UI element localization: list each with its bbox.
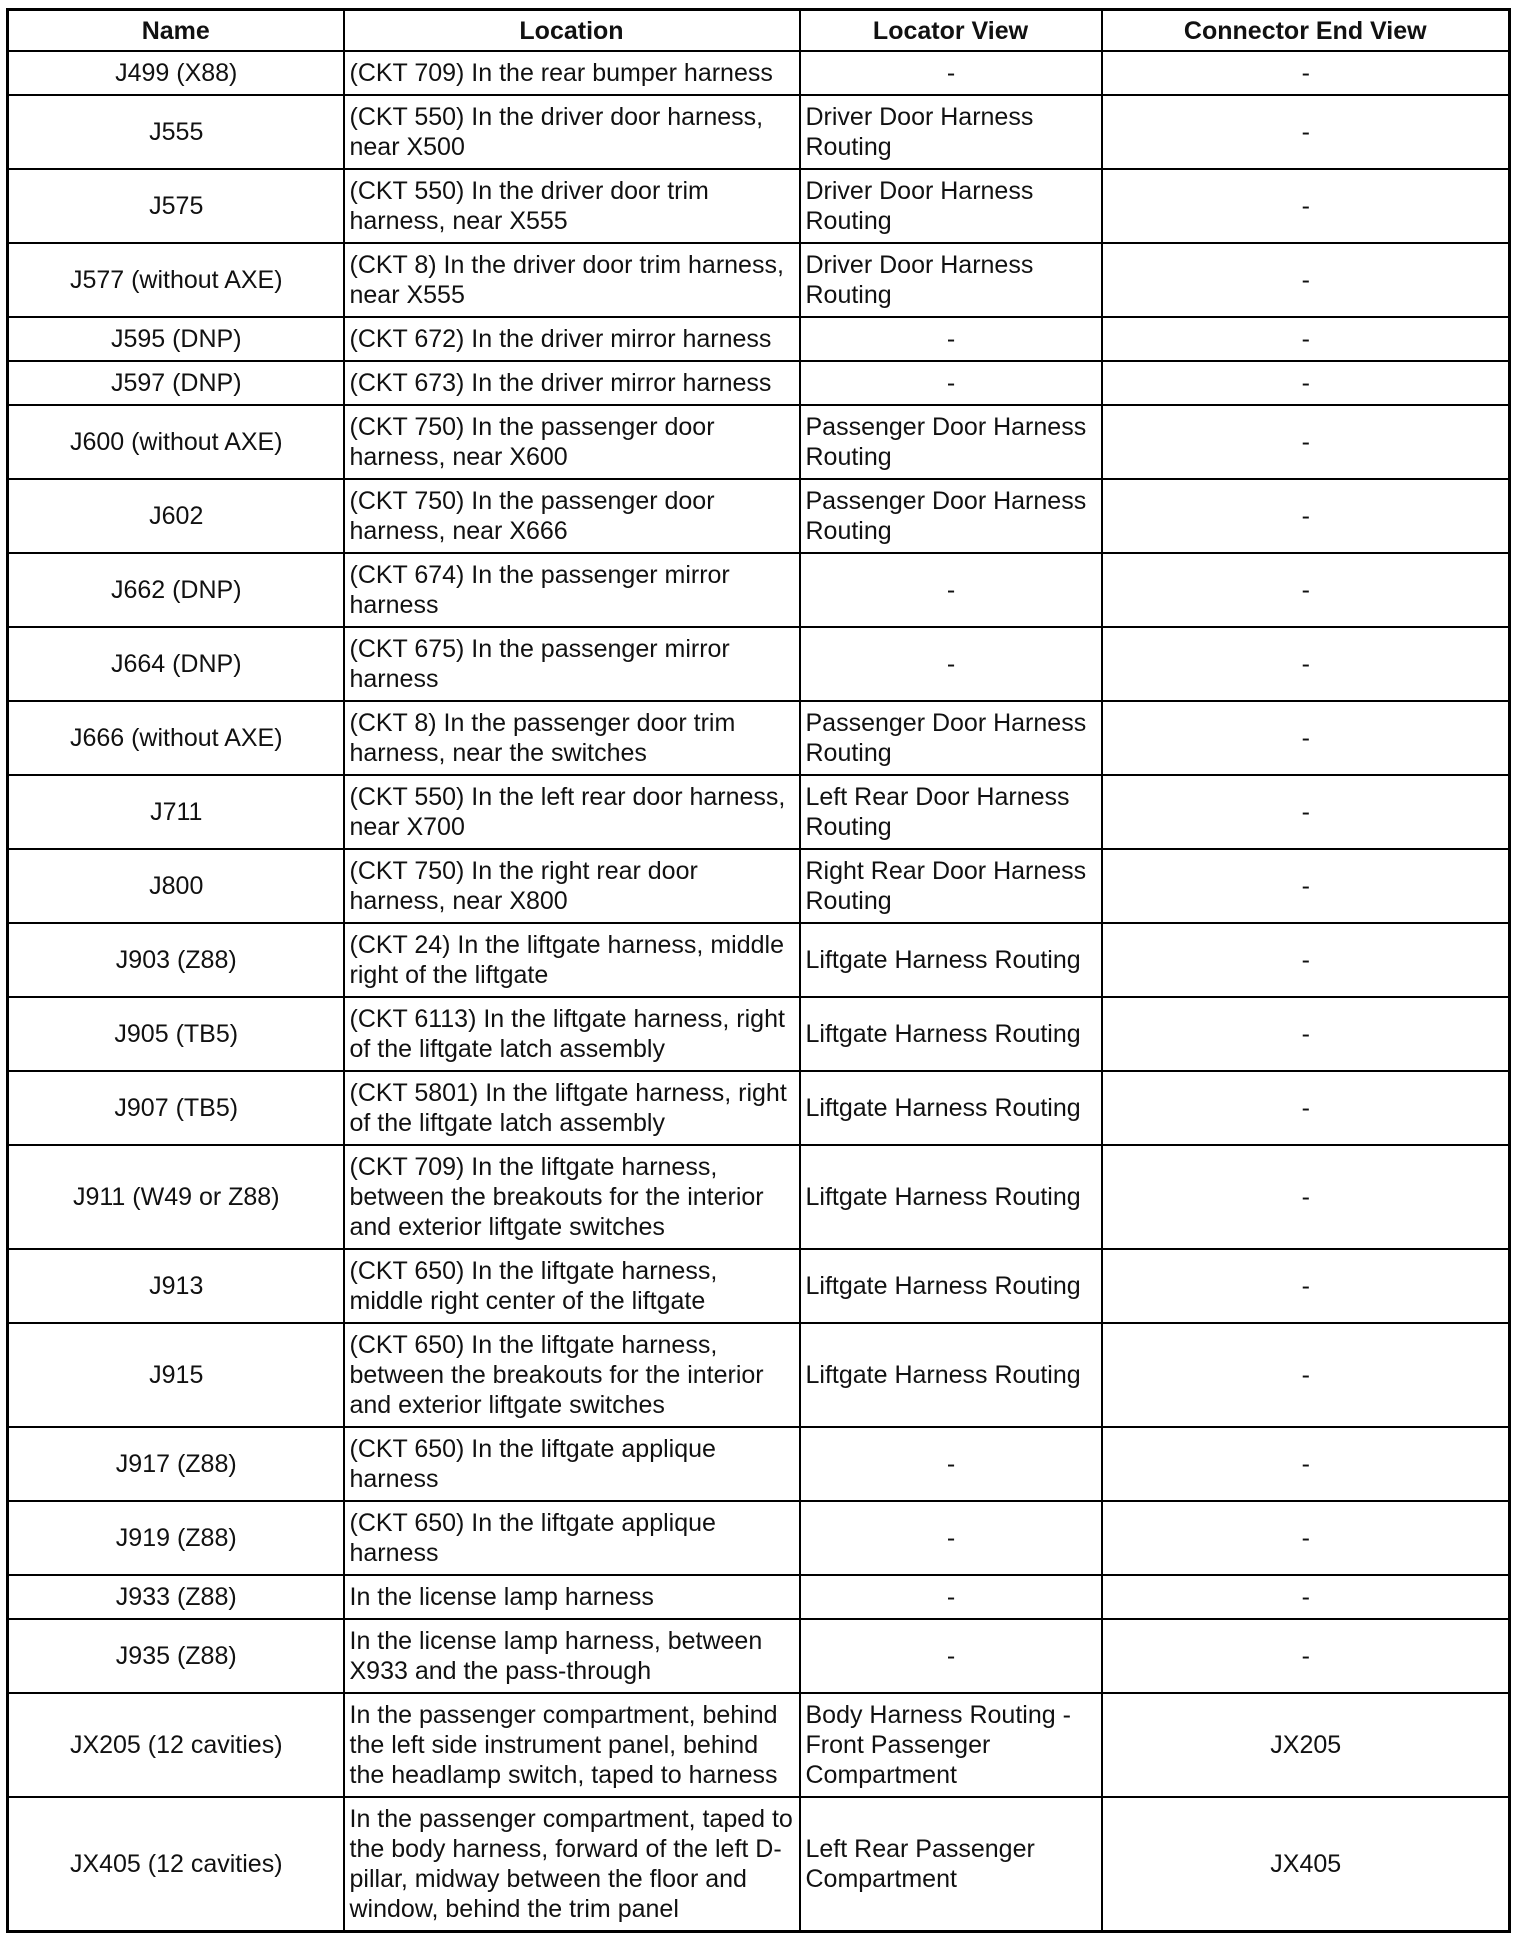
- cell-location: (CKT 8) In the driver door trim harness, near X555: [344, 243, 800, 317]
- cell-locator-view: Passenger Door Harness Routing: [800, 405, 1102, 479]
- cell-connector-end-view: -: [1102, 701, 1510, 775]
- cell-connector-end-view: -: [1102, 95, 1510, 169]
- cell-name: J595 (DNP): [8, 317, 344, 361]
- cell-connector-end-view: -: [1102, 243, 1510, 317]
- cell-name: J577 (without AXE): [8, 243, 344, 317]
- cell-location: (CKT 5801) In the liftgate harness, right of the liftgate latch assembly: [344, 1071, 800, 1145]
- cell-connector-end-view: -: [1102, 1575, 1510, 1619]
- cell-connector-end-view: -: [1102, 553, 1510, 627]
- table-row: [8, 1501, 1510, 1575]
- table-container: [6, 8, 1511, 1933]
- cell-locator-view: -: [800, 51, 1102, 95]
- cell-name: J711: [8, 775, 344, 849]
- cell-locator-view: -: [800, 1575, 1102, 1619]
- cell-locator-view: Liftgate Harness Routing: [800, 1071, 1102, 1145]
- cell-name: J664 (DNP): [8, 627, 344, 701]
- cell-location: (CKT 8) In the passenger door trim harness, near the switches: [344, 701, 800, 775]
- table-row: [8, 627, 1510, 701]
- table-row: [8, 701, 1510, 775]
- cell-connector-end-view: JX205: [1102, 1693, 1510, 1797]
- cell-location: (CKT 650) In the liftgate harness, between the breakouts for the interior and exterior liftgate switches: [344, 1323, 800, 1427]
- cell-location: (CKT 650) In the liftgate applique harness: [344, 1501, 800, 1575]
- cell-location: In the license lamp harness: [344, 1575, 800, 1619]
- cell-locator-view: Left Rear Door Harness Routing: [800, 775, 1102, 849]
- table-row: [8, 1323, 1510, 1427]
- header-name: Name: [8, 10, 344, 52]
- cell-name: JX205 (12 cavities): [8, 1693, 344, 1797]
- table-row: [8, 1693, 1510, 1797]
- cell-location: (CKT 750) In the right rear door harness, near X800: [344, 849, 800, 923]
- cell-locator-view: Body Harness Routing - Front Passenger Compartment: [800, 1693, 1102, 1797]
- cell-connector-end-view: -: [1102, 169, 1510, 243]
- header-connector-end-view: Connector End View: [1102, 10, 1510, 52]
- cell-connector-end-view: -: [1102, 849, 1510, 923]
- cell-location: (CKT 550) In the left rear door harness, near X700: [344, 775, 800, 849]
- cell-name: J555: [8, 95, 344, 169]
- cell-name: J600 (without AXE): [8, 405, 344, 479]
- cell-location: (CKT 674) In the passenger mirror harness: [344, 553, 800, 627]
- cell-name: J913: [8, 1249, 344, 1323]
- cell-location: In the license lamp harness, between X933 and the pass-through: [344, 1619, 800, 1693]
- table-row: [8, 95, 1510, 169]
- cell-locator-view: Liftgate Harness Routing: [800, 923, 1102, 997]
- cell-connector-end-view: -: [1102, 51, 1510, 95]
- cell-connector-end-view: -: [1102, 1619, 1510, 1693]
- cell-location: (CKT 550) In the driver door trim harness, near X555: [344, 169, 800, 243]
- table-row: [8, 361, 1510, 405]
- cell-connector-end-view: -: [1102, 775, 1510, 849]
- cell-location: (CKT 750) In the passenger door harness, near X600: [344, 405, 800, 479]
- cell-name: J933 (Z88): [8, 1575, 344, 1619]
- cell-connector-end-view: -: [1102, 361, 1510, 405]
- cell-connector-end-view: -: [1102, 1501, 1510, 1575]
- cell-name: J917 (Z88): [8, 1427, 344, 1501]
- cell-connector-end-view: JX405: [1102, 1797, 1510, 1932]
- cell-locator-view: Liftgate Harness Routing: [800, 1323, 1102, 1427]
- cell-locator-view: -: [800, 317, 1102, 361]
- cell-connector-end-view: -: [1102, 627, 1510, 701]
- cell-location: (CKT 6113) In the liftgate harness, right of the liftgate latch assembly: [344, 997, 800, 1071]
- cell-name: J662 (DNP): [8, 553, 344, 627]
- cell-locator-view: Passenger Door Harness Routing: [800, 701, 1102, 775]
- table-row: [8, 553, 1510, 627]
- cell-location: (CKT 673) In the driver mirror harness: [344, 361, 800, 405]
- cell-location: (CKT 650) In the liftgate applique harness: [344, 1427, 800, 1501]
- cell-location: (CKT 650) In the liftgate harness, middle right center of the liftgate: [344, 1249, 800, 1323]
- cell-locator-view: -: [800, 1427, 1102, 1501]
- table-row: [8, 243, 1510, 317]
- cell-connector-end-view: -: [1102, 1071, 1510, 1145]
- cell-location: In the passenger compartment, behind the left side instrument panel, behind the headlamp switch, taped to harness: [344, 1693, 800, 1797]
- table-row: [8, 317, 1510, 361]
- table-row: [8, 1071, 1510, 1145]
- table-row: [8, 479, 1510, 553]
- cell-locator-view: Right Rear Door Harness Routing: [800, 849, 1102, 923]
- table-row: [8, 923, 1510, 997]
- table-row: [8, 1797, 1510, 1932]
- cell-name: J907 (TB5): [8, 1071, 344, 1145]
- cell-name: J911 (W49 or Z88): [8, 1145, 344, 1249]
- table-row: [8, 775, 1510, 849]
- cell-connector-end-view: -: [1102, 997, 1510, 1071]
- cell-locator-view: Left Rear Passenger Compartment: [800, 1797, 1102, 1932]
- cell-locator-view: Driver Door Harness Routing: [800, 243, 1102, 317]
- table-row: [8, 1145, 1510, 1249]
- header-locator-view: Locator View: [800, 10, 1102, 52]
- table-row: [8, 849, 1510, 923]
- cell-name: J935 (Z88): [8, 1619, 344, 1693]
- cell-connector-end-view: -: [1102, 1427, 1510, 1501]
- cell-connector-end-view: -: [1102, 405, 1510, 479]
- table-row: [8, 405, 1510, 479]
- cell-connector-end-view: -: [1102, 479, 1510, 553]
- cell-name: J499 (X88): [8, 51, 344, 95]
- cell-locator-view: -: [800, 627, 1102, 701]
- cell-location: (CKT 672) In the driver mirror harness: [344, 317, 800, 361]
- table-row: [8, 51, 1510, 95]
- cell-locator-view: Driver Door Harness Routing: [800, 169, 1102, 243]
- cell-connector-end-view: -: [1102, 317, 1510, 361]
- cell-connector-end-view: -: [1102, 923, 1510, 997]
- table-row: [8, 1427, 1510, 1501]
- cell-locator-view: Liftgate Harness Routing: [800, 1145, 1102, 1249]
- cell-locator-view: -: [800, 553, 1102, 627]
- cell-location: (CKT 24) In the liftgate harness, middle right of the liftgate: [344, 923, 800, 997]
- cell-name: J800: [8, 849, 344, 923]
- cell-locator-view: Passenger Door Harness Routing: [800, 479, 1102, 553]
- cell-connector-end-view: -: [1102, 1249, 1510, 1323]
- cell-location: In the passenger compartment, taped to the body harness, forward of the left D-pillar, midway between the floor and window, behind the trim panel: [344, 1797, 800, 1932]
- cell-locator-view: -: [800, 1501, 1102, 1575]
- cell-locator-view: -: [800, 361, 1102, 405]
- cell-name: J919 (Z88): [8, 1501, 344, 1575]
- cell-name: J666 (without AXE): [8, 701, 344, 775]
- header-location: Location: [344, 10, 800, 52]
- cell-name: J905 (TB5): [8, 997, 344, 1071]
- cell-name: J597 (DNP): [8, 361, 344, 405]
- cell-location: (CKT 750) In the passenger door harness, near X666: [344, 479, 800, 553]
- table-row: [8, 169, 1510, 243]
- header-row: [8, 10, 1510, 52]
- cell-location: (CKT 550) In the driver door harness, near X500: [344, 95, 800, 169]
- table-row: [8, 1249, 1510, 1323]
- cell-name: J915: [8, 1323, 344, 1427]
- cell-name: J575: [8, 169, 344, 243]
- cell-locator-view: Driver Door Harness Routing: [800, 95, 1102, 169]
- cell-locator-view: Liftgate Harness Routing: [800, 1249, 1102, 1323]
- cell-connector-end-view: -: [1102, 1145, 1510, 1249]
- cell-locator-view: Liftgate Harness Routing: [800, 997, 1102, 1071]
- cell-location: (CKT 709) In the liftgate harness, between the breakouts for the interior and exterior liftgate switches: [344, 1145, 800, 1249]
- cell-name: J903 (Z88): [8, 923, 344, 997]
- cell-location: (CKT 675) In the passenger mirror harness: [344, 627, 800, 701]
- cell-location: (CKT 709) In the rear bumper harness: [344, 51, 800, 95]
- connector-table: [6, 8, 1511, 1933]
- cell-name: J602: [8, 479, 344, 553]
- table-row: [8, 1575, 1510, 1619]
- cell-connector-end-view: -: [1102, 1323, 1510, 1427]
- cell-name: JX405 (12 cavities): [8, 1797, 344, 1932]
- table-row: [8, 997, 1510, 1071]
- cell-locator-view: -: [800, 1619, 1102, 1693]
- table-row: [8, 1619, 1510, 1693]
